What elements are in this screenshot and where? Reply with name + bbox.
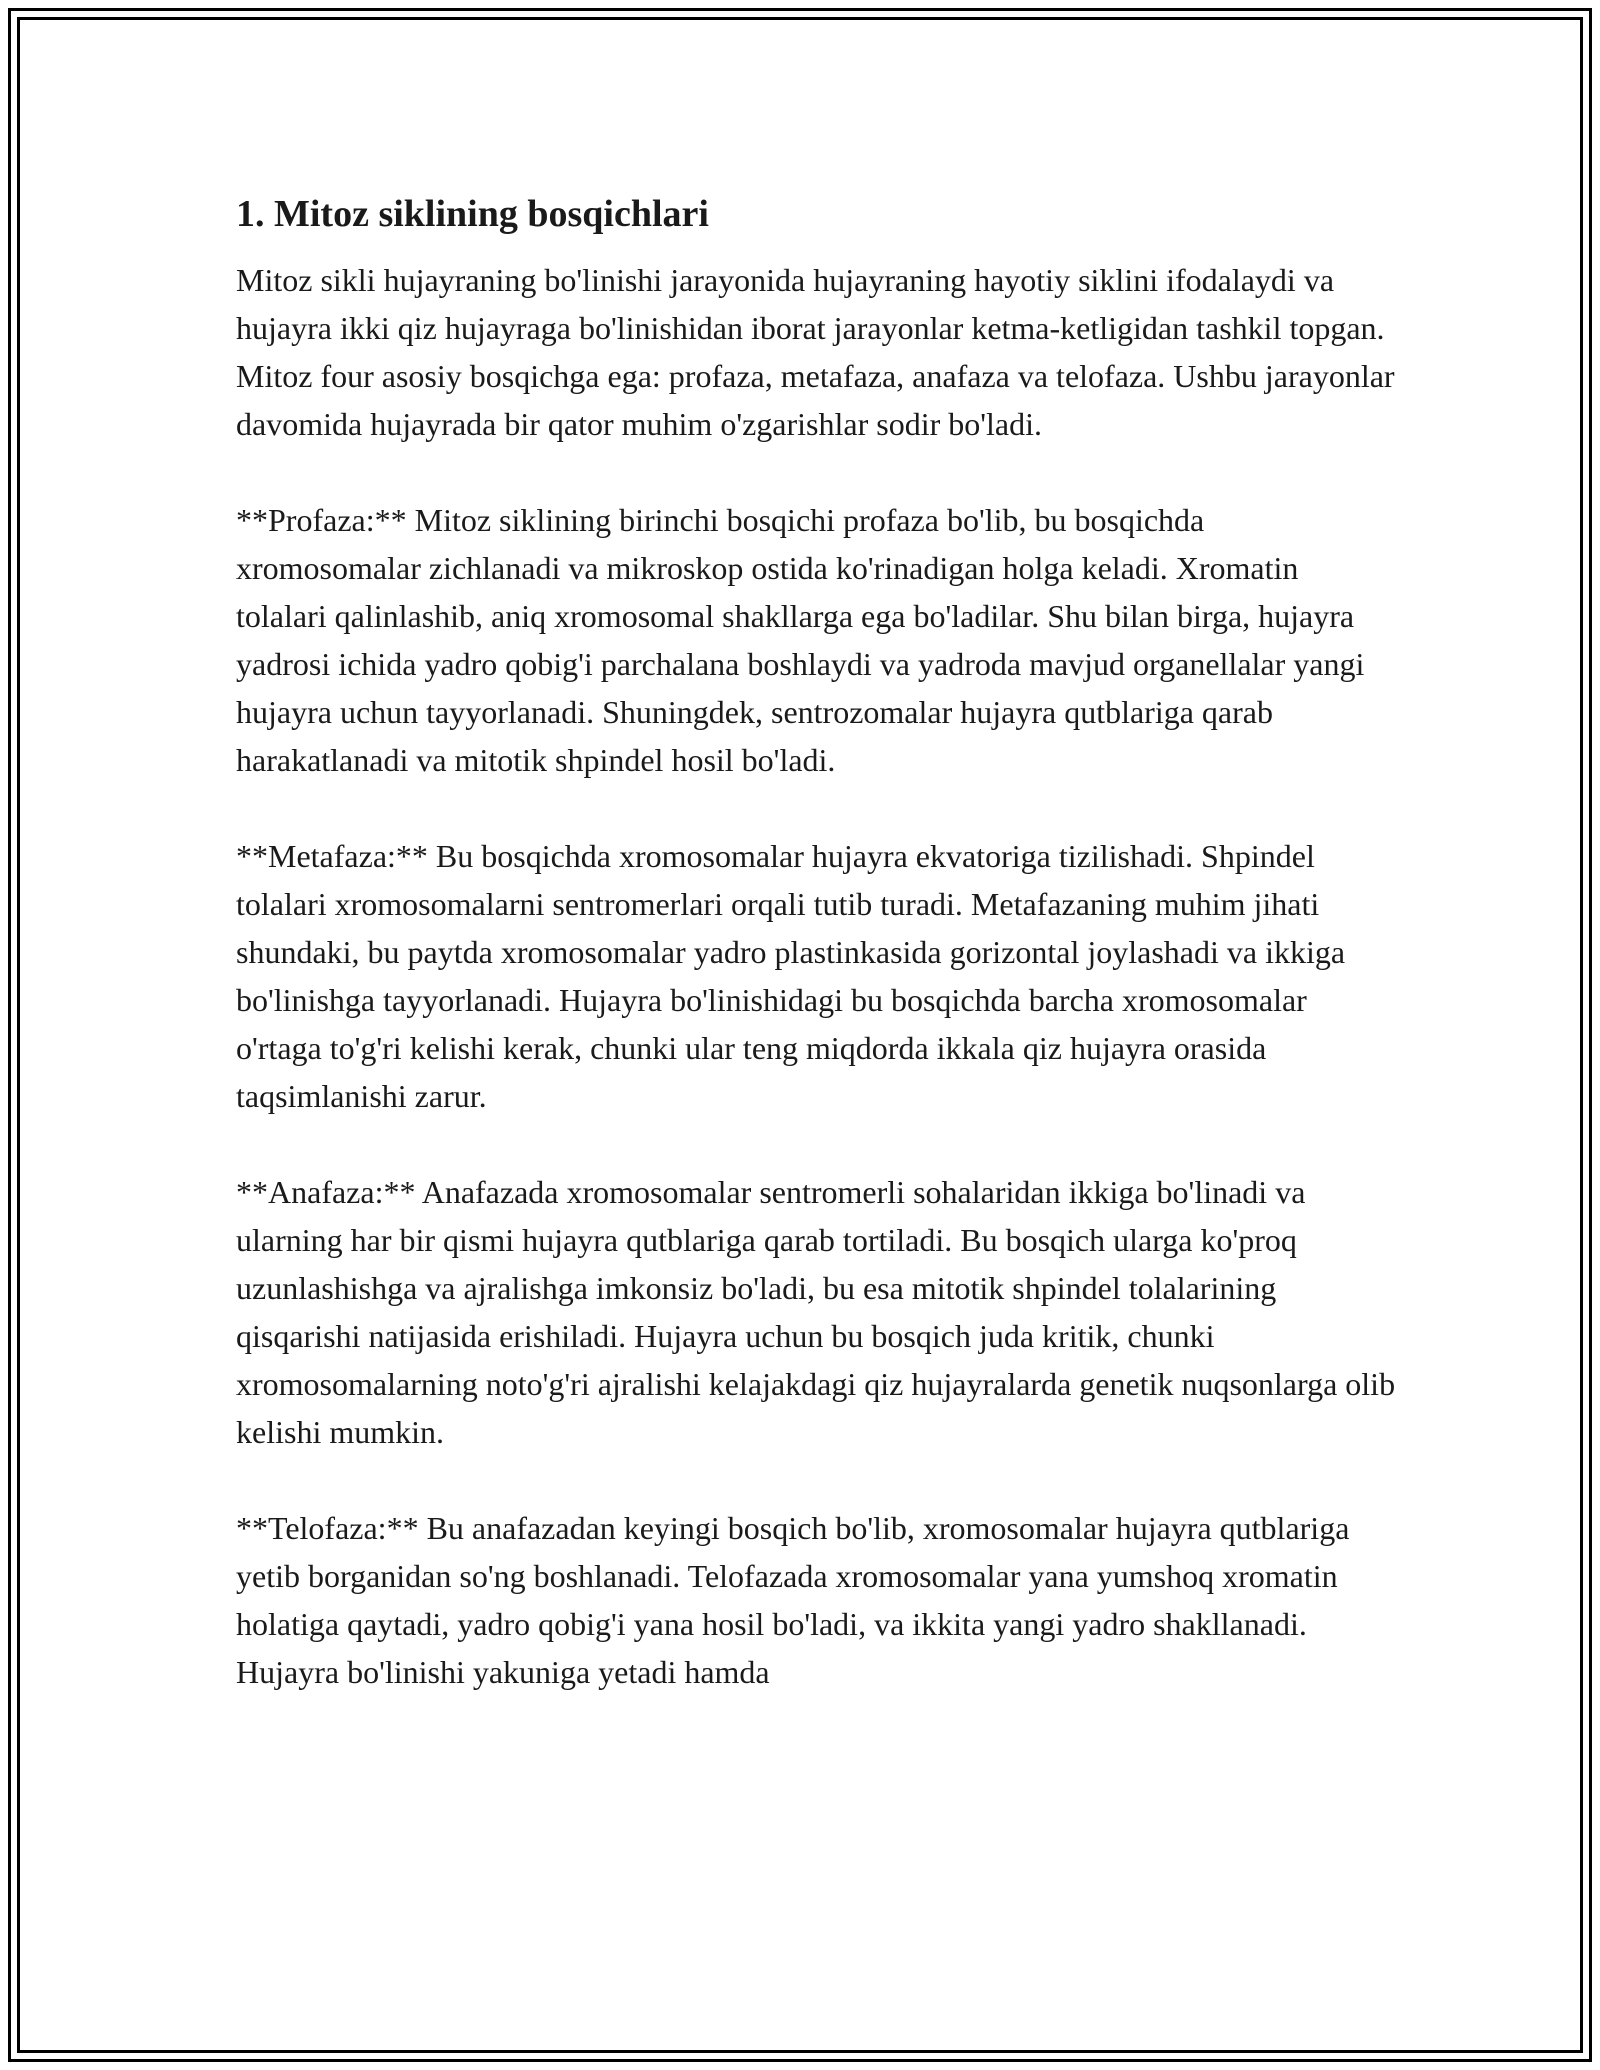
document-body: [236, 186, 1396, 1744]
paragraph-anafaza: **Anafaza:** Anafazada xromosomalar sentromerli sohalaridan ikkiga bo'linadi va ularning har bir qismi hujayra qutblariga qarab tortiladi. Bu bosqich ularga ko'proq uzunlashishga va ajralishga imkonsiz bo'ladi, bu esa mitotik shpindel tolalarining qisqarishi natijasida erishiladi. Hujayra uchun bu bosqich juda kritik, chunki xromosomalarning noto'g'ri ajralishi kelajakdagi qiz hujayralarda genetik nuqsonlarga olib kelishi mumkin.: [236, 1174, 1396, 1450]
paragraph-profaza: **Profaza:** Mitoz siklining birinchi bosqichi profaza bo'lib, bu bosqichda xromosomalar zichlanadi va mikroskop ostida ko'rinadigan holga keladi. Xromatin tolalari qalinlashib, aniq xromosomal shakllarga ega bo'ladilar. Shu bilan birga, hujayra yadrosi ichida yadro qobig'i parchalana boshlaydi va yadroda mavjud organellalar yangi hujayra uchun tayyorlanadi. Shuningdek, sentrozomalar hujayra qutblariga qarab harakatlanadi va mitotik shpindel hosil bo'ladi.: [236, 502, 1365, 778]
paragraph-intro: Mitoz sikli hujayraning bo'linishi jarayonida hujayraning hayotiy siklini ifodalaydi va hujayra ikki qiz hujayraga bo'linishidan iborat jarayonlar ketma-ketligidan tashkil topgan. Mitoz four asosiy bosqichga ega: profaza, metafaza, anafaza va telofaza. Ushbu jarayonlar davomida hujayrada bir qator muhim o'zgarishlar sodir bo'ladi.: [236, 262, 1395, 442]
paragraph-telofaza: **Telofaza:** Bu anafazadan keyingi bosqich bo'lib, xromosomalar hujayra qutblariga yetib borganidan so'ng boshlanadi. Telofazada xromosomalar yana yumshoq xromatin holatiga qaytadi, yadro qobig'i yana hosil bo'ladi, va ikkita yangi yadro shakllanadi. Hujayra bo'linishi yakuniga yetadi hamda: [236, 1510, 1350, 1690]
paragraph-metafaza: **Metafaza:** Bu bosqichda xromosomalar hujayra ekvatoriga tizilishadi. Shpindel tolalari xromosomalarni sentromerlari orqali tutib turadi. Metafazaning muhim jihati shundaki, bu paytda xromosomalar yadro plastinkasida gorizontal joylashadi va ikkiga bo'linishga tayyorlanadi. Hujayra bo'linishidagi bu bosqichda barcha xromosomalar o'rtaga to'g'ri kelishi kerak, chunki ular teng miqdorda ikkala qiz hujayra orasida taqsimlanishi zarur.: [236, 838, 1346, 1114]
section-heading: 1. Mitoz siklining bosqichlari: [236, 193, 709, 235]
